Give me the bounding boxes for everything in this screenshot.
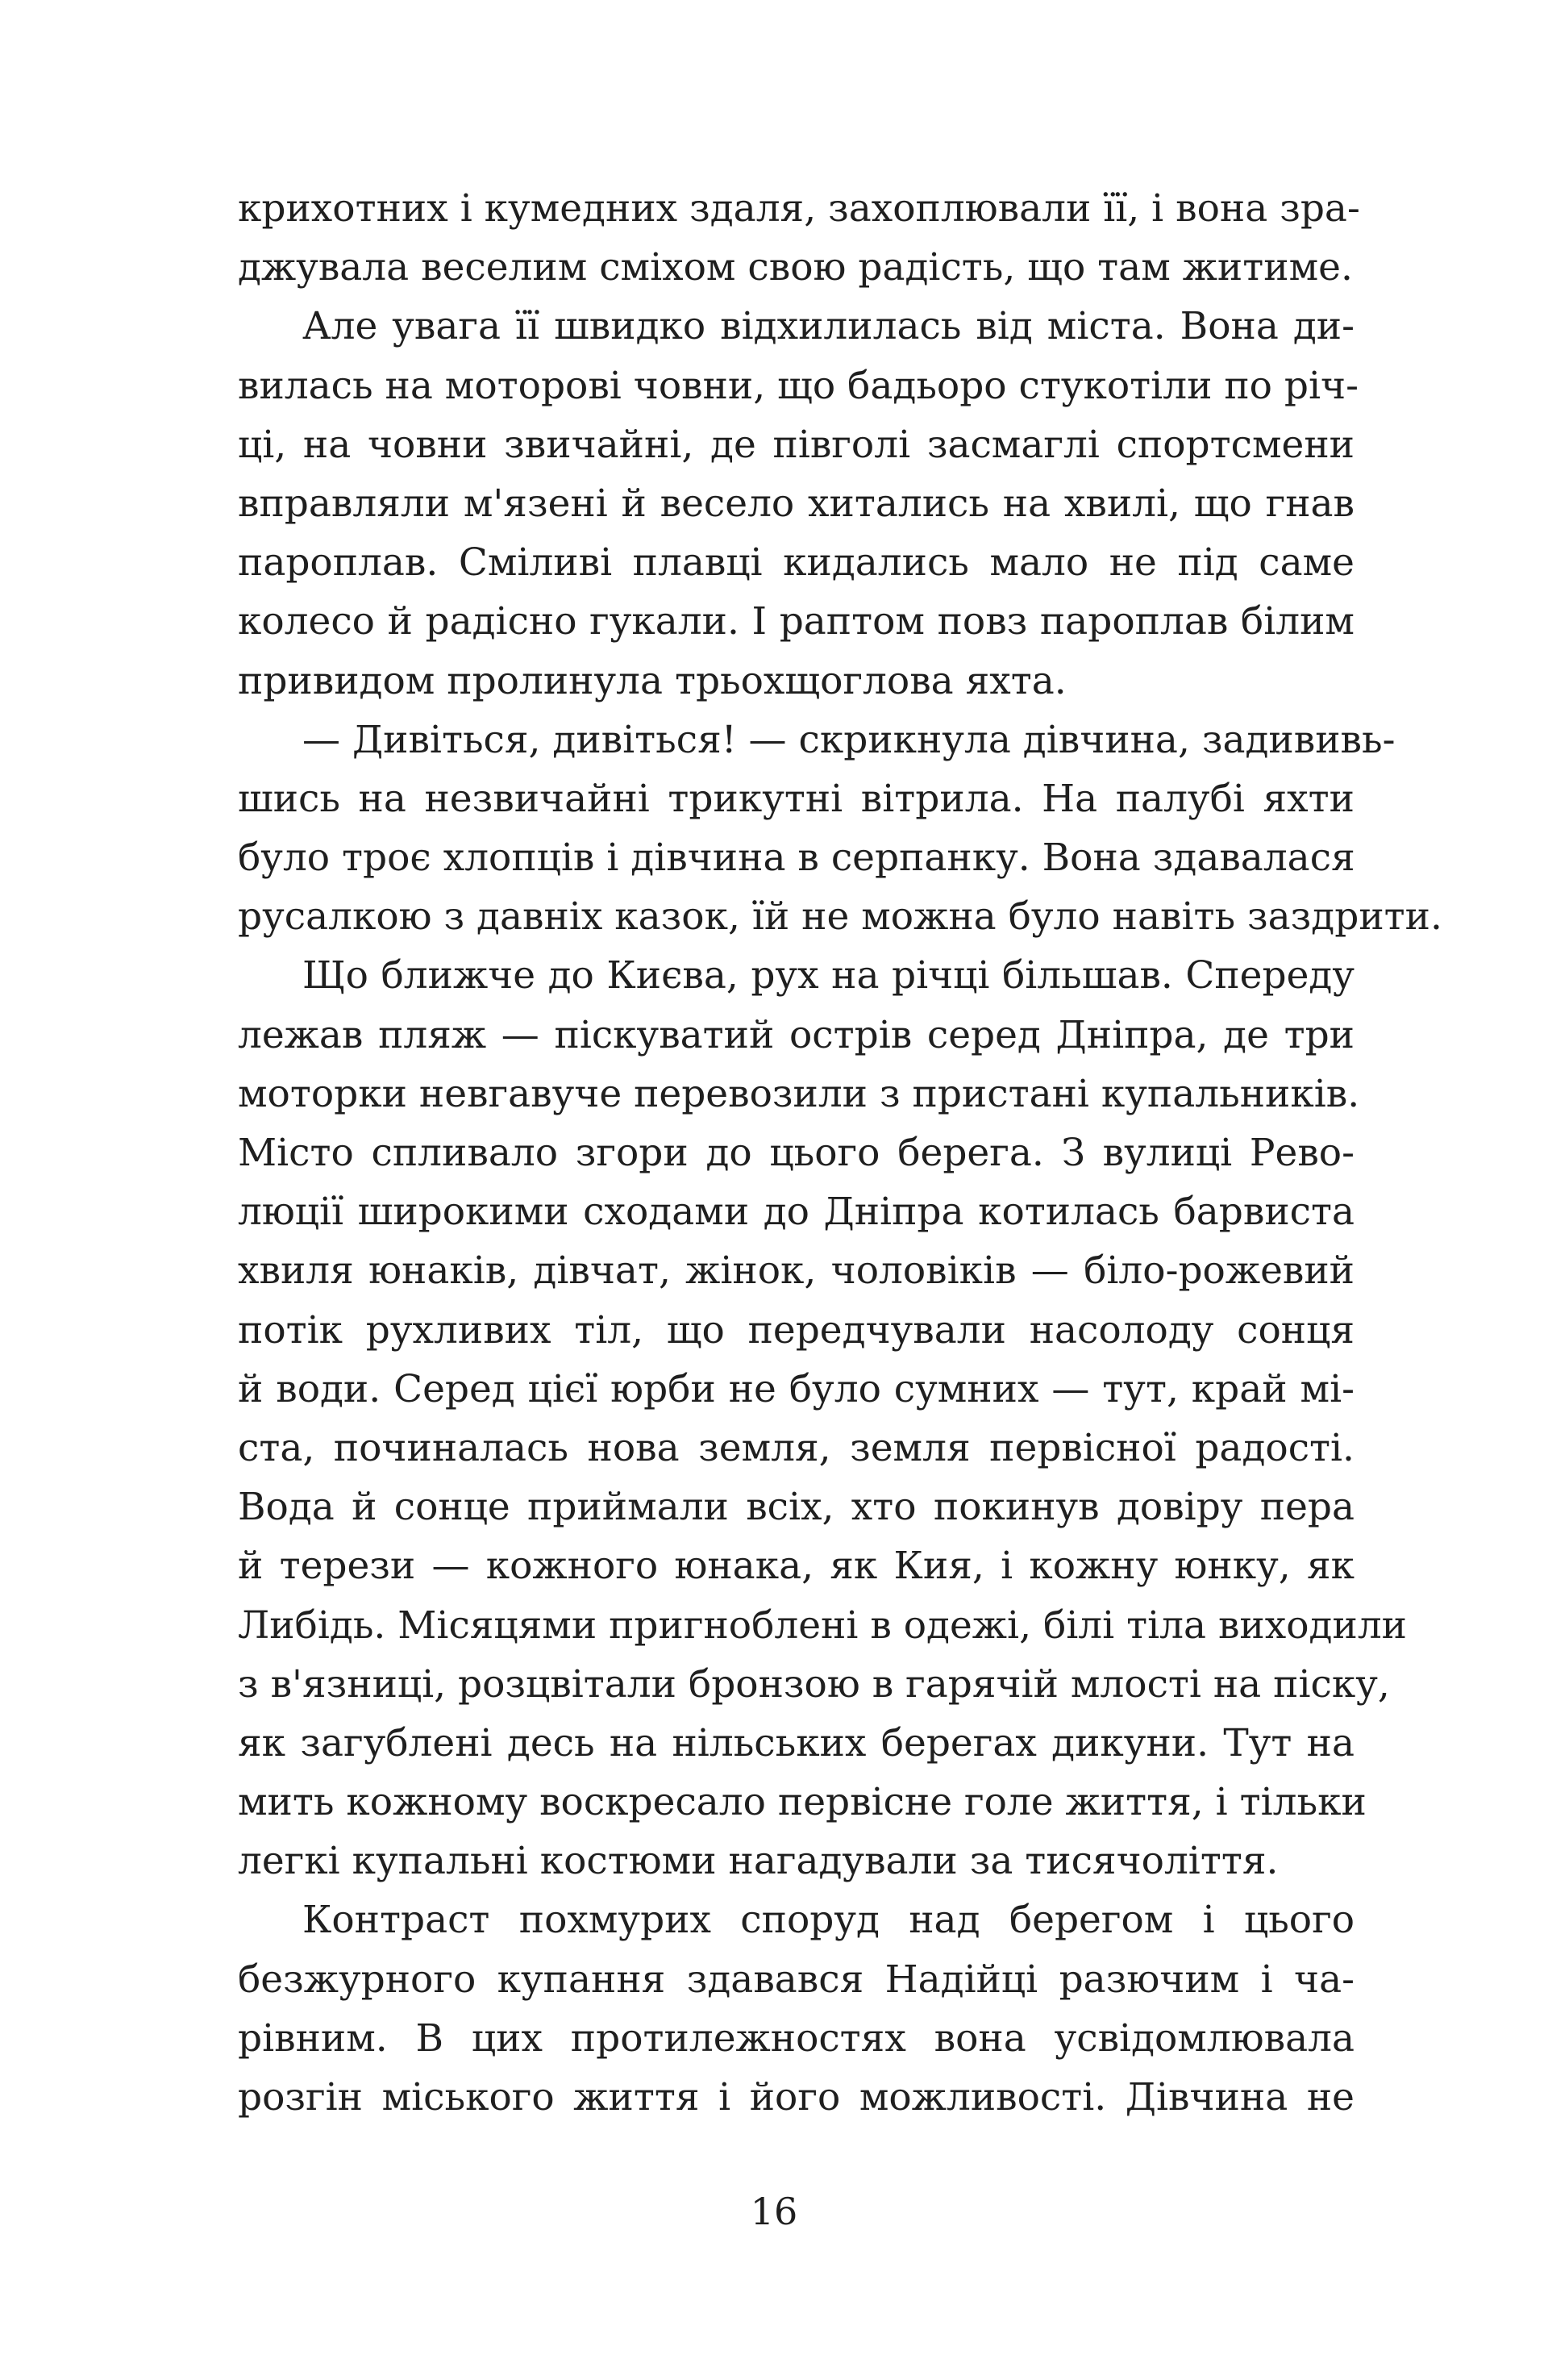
text-line: лежав пляж — піскуватий острів серед Дніпра, де три bbox=[238, 1012, 1354, 1057]
text-line: потік рухливих тіл, що передчували насолоду сонця bbox=[238, 1307, 1354, 1353]
text-line: Місто спливало згори до цього берега. З вулиці Рево- bbox=[238, 1131, 1354, 1175]
text-line: вилась на моторові човни, що бадьоро стукотіли по річ- bbox=[238, 363, 1359, 408]
text-line: рівним. В цих протилежностях вона усвідомлювала bbox=[238, 2015, 1354, 2061]
text-line: — Дивіться, дивіться! — скрикнула дівчина, задививь- bbox=[302, 717, 1396, 762]
text-line: Що ближче до Києва, рух на річці більшав. Спереду bbox=[302, 953, 1354, 998]
text-line: Але увага її швидко відхилилась від міста. Вона ди- bbox=[302, 304, 1354, 349]
text-line: хвиля юнаків, дівчат, жінок, чоловіків — біло-рожевий bbox=[238, 1248, 1354, 1294]
text-line: Либідь. Місяцями пригноблені в одежі, білі тіла виходили bbox=[238, 1603, 1408, 1648]
text-line: ці, на човни звичайні, де півголі засмаглі спортсмени bbox=[238, 422, 1354, 467]
text-line: привидом пролинула трьохщоглова яхта. bbox=[238, 658, 1067, 703]
text-line: русалкою з давніх казок, їй не можна було навіть заздрити. bbox=[238, 894, 1442, 940]
text-line: колесо й радісно гукали. І раптом повз пароплав білим bbox=[238, 599, 1354, 644]
text-line: розгін міського життя і його можливості. Дівчина не bbox=[238, 2075, 1354, 2119]
text-line: ста, починалась нова земля, земля первісної радості. bbox=[238, 1425, 1354, 1470]
text-line: й води. Серед цієї юрби не було сумних — тут, край мі- bbox=[238, 1366, 1354, 1411]
text-line: було троє хлопців і дівчина в серпанку. Вона здавалася bbox=[238, 836, 1355, 881]
text-line: вправляли м'язені й весело хитались на хвилі, що гнав bbox=[238, 481, 1354, 526]
text-line: як загублені десь на нільських берегах дикуни. Тут на bbox=[238, 1720, 1354, 1765]
text-line: мить кожному воскресало первісне голе життя, і тільки bbox=[238, 1780, 1367, 1825]
text-line: з в'язниці, розцвітали бронзою в гарячій млості на піску, bbox=[238, 1661, 1390, 1707]
text-line: легкі купальні костюми нагадували за тисячоліття. bbox=[238, 1839, 1279, 1884]
text-line: шись на незвичайні трикутні вітрила. На палубі яхти bbox=[238, 776, 1354, 821]
text-line: безжурного купання здавався Надійці разючим і ча- bbox=[238, 1957, 1354, 2002]
body-text bbox=[238, 179, 1442, 2127]
text-line: Вода й сонце приймали всіх, хто покинув довіру пера bbox=[238, 1485, 1354, 1530]
text-line: Контраст похмурих споруд над берегом і цього bbox=[302, 1898, 1354, 1943]
text-line: пароплав. Сміливі плавці кидались мало не під саме bbox=[238, 540, 1354, 586]
text-line: моторки невгавуче перевозили з пристані купальників. bbox=[238, 1071, 1360, 1116]
text-line: й терези — кожного юнака, як Кия, і кожну юнку, як bbox=[238, 1544, 1354, 1589]
text-line: люції широкими сходами до Дніпра котилась барвиста bbox=[238, 1190, 1354, 1235]
page-number: 16 bbox=[750, 2190, 798, 2233]
text-line: джувала веселим сміхом свою радість, що там житиме. bbox=[238, 245, 1353, 290]
text-line: крихотних і кумедних здаля, захоплювали її, і вона зра- bbox=[238, 186, 1360, 231]
